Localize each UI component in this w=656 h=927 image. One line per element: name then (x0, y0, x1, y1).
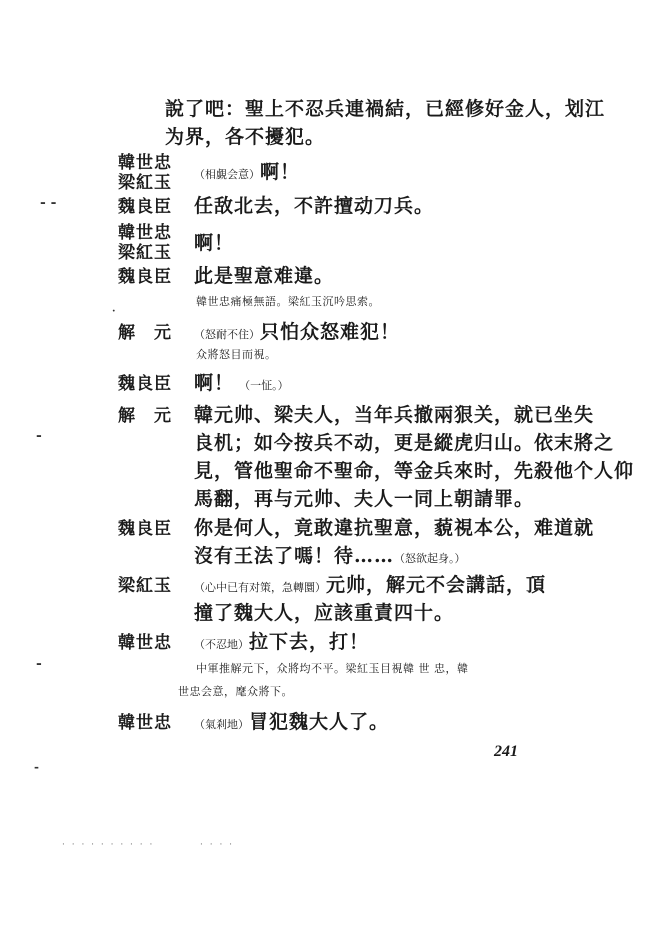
dialogue-line (194, 707, 389, 734)
stage-direction: （相覷会意） (194, 168, 260, 181)
dialogue-line (194, 570, 546, 597)
dialogue-line: 見，管他聖命不聖命，等金兵來时，先殺他个人仰 (194, 460, 635, 482)
dialogue-line (194, 627, 369, 654)
speaker-name: 魏良臣 (118, 374, 172, 394)
speaker-name: 韓世忠 (118, 713, 172, 733)
dialogue-line: 此是聖意难違。 (194, 265, 335, 287)
stage-direction: （不忍地） (194, 638, 249, 651)
dialogue-line: 良机；如今按兵不动，更是縱虎归山。依末將之 (194, 432, 615, 454)
stage-direction: （心中已有对策，急轉圜） (194, 581, 326, 594)
dialogue-line: 馬翻，再与元帅、夫人一同上朝請罪。 (194, 488, 535, 510)
dialogue-text: 啊！ (194, 372, 235, 394)
speaker-name: 魏良臣 (118, 519, 172, 539)
dialogue-text: 冒犯魏大人了。 (249, 711, 390, 733)
speaker-name: 梁紅玉 (118, 173, 172, 193)
dialogue-text: 元帅，解元不会講話，頂 (326, 574, 547, 596)
dialogue-line: 韓元帅、梁夫人，当年兵撤兩狠关，就已坐失 (194, 404, 595, 426)
stage-direction: （怒耐不住） (194, 328, 260, 341)
dialogue-text: 只怕众怒难犯！ (260, 321, 401, 343)
dialogue-line: 撞了魏大人，应該重責四十。 (194, 602, 455, 624)
stage-direction: 世忠会意，麾众將下。 (178, 685, 293, 698)
dialogue-text: 沒有王法了嗎！待…… (194, 545, 395, 567)
stage-direction: （一怔。） (239, 379, 289, 392)
dialogue-line (194, 368, 289, 395)
stage-direction: 众將怒目而視。 (196, 348, 277, 361)
page-number: 241 (494, 743, 518, 760)
dialogue-line (194, 541, 466, 568)
margin-mark: - (34, 760, 39, 774)
margin-mark: - - (40, 195, 57, 211)
speaker-name: 梁紅玉 (118, 576, 172, 596)
bleed-through-marks: · · · · (200, 840, 235, 850)
margin-mark: - (36, 656, 42, 672)
margin-mark: · (112, 306, 116, 317)
dialogue-line (194, 157, 300, 184)
dialogue-line: 为界，各不擾犯。 (165, 126, 326, 148)
dialogue-line (194, 317, 400, 344)
speaker-name: 解 元 (118, 406, 172, 426)
stage-direction: （怒欲起身。） (394, 552, 466, 565)
speaker-name: 梁紅玉 (118, 243, 172, 263)
dialogue-line: 任敌北去，不許擅动刀兵。 (194, 195, 435, 217)
dialogue-line: 啊！ (194, 232, 235, 254)
dialogue-line: 說了吧：聖上不忍兵連禍結，已經修好金人，划江 (165, 98, 606, 120)
dialogue-text: 啊！ (260, 161, 301, 183)
stage-direction: 中軍推解元下，众將均不平。梁紅玉目視韓 世 忠，韓 (196, 662, 469, 675)
dialogue-line: 你是何人，竟敢違抗聖意，藐視本公，难道就 (194, 517, 595, 539)
speaker-name: 解 元 (118, 323, 172, 343)
stage-direction: 韓世忠痛極無語。梁紅玉沉吟思索。 (196, 295, 380, 308)
dialogue-text: 拉下去，打！ (249, 631, 370, 653)
speaker-name: 韓世忠 (118, 223, 172, 243)
margin-mark: - (36, 428, 42, 444)
stage-direction: （氣剎地） (194, 718, 249, 731)
speaker-name: 魏良臣 (118, 197, 172, 217)
speaker-name: 魏良臣 (118, 267, 172, 287)
speaker-name: 韓世忠 (118, 633, 172, 653)
bleed-through-marks: · · · · · · · · · · (62, 840, 155, 850)
speaker-name: 韓世忠 (118, 153, 172, 173)
